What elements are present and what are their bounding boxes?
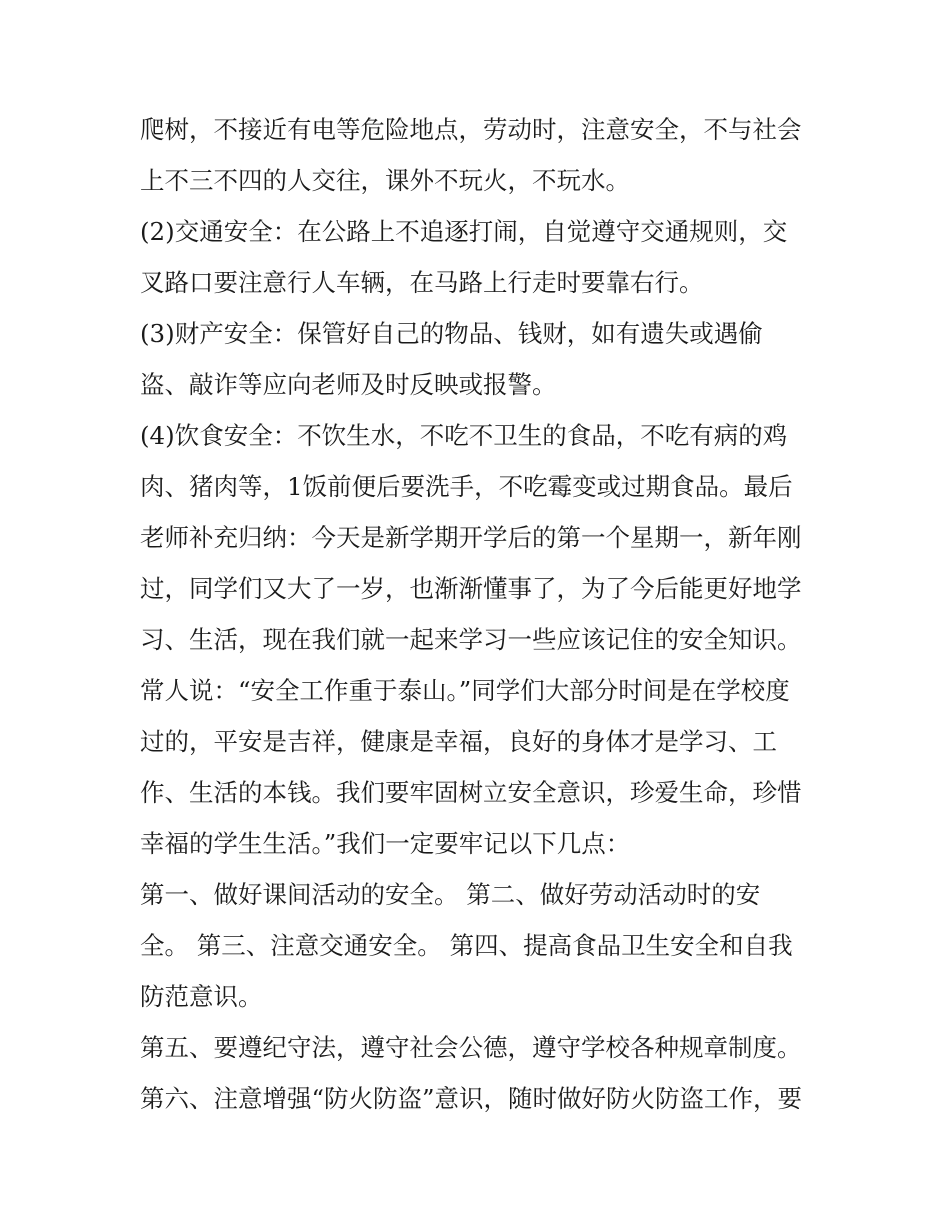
text-line: 过，同学们又大了一岁，也渐渐懂事了，为了今后能更好地学 — [140, 574, 802, 603]
text-line: 第五、要遵纪守法，遵守社会公德，遵守学校各种规章制度。 — [140, 1033, 802, 1062]
text-line: 幸福的学生生活。”我们一定要牢记以下几点： — [140, 829, 631, 858]
text-line: 第一、做好课间活动的安全。 第二、做好劳动活动时的安 — [140, 880, 761, 909]
text-line: (3)财产安全：保管好自己的物品、钱财，如有遗失或遇偷 — [140, 319, 763, 348]
body-text — [140, 104, 820, 1124]
text-line: 上不三不四的人交往，课外不玩火，不玩水。 — [140, 166, 630, 195]
text-line: 肉、猪肉等，1饭前便后要洗手，不吃霉变或过期食品。最后 — [140, 472, 793, 501]
text-line: 防范意识。 — [140, 982, 263, 1011]
text-line: (4)饮食安全：不饮生水，不吃不卫生的食品，不吃有病的鸡 — [140, 421, 788, 450]
text-line: 老师补充归纳：今天是新学期开学后的第一个星期一，新年刚 — [140, 523, 802, 552]
text-line: 习、生活，现在我们就一起来学习一些应该记住的安全知识。 — [140, 625, 802, 654]
text-line: 叉路口要注意行人车辆，在马路上行走时要靠右行。 — [140, 268, 704, 297]
text-line: 过的，平安是吉祥，健康是幸福，良好的身体才是学习、工 — [140, 727, 777, 756]
text-line: 全。 第三、注意交通安全。 第四、提高食品卫生安全和自我 — [140, 931, 793, 960]
text-line: 爬树，不接近有电等危险地点，劳动时，注意安全，不与社会 — [140, 115, 802, 144]
text-line: 盗、敲诈等应向老师及时反映或报警。 — [140, 370, 557, 399]
text-line: 第六、注意增强“防火防盗”意识，随时做好防火防盗工作，要 — [140, 1084, 803, 1113]
text-line: 常人说：“安全工作重于泰山。”同学们大部分时间是在学校度 — [140, 676, 790, 705]
text-line: (2)交通安全：在公路上不追逐打闹，自觉遵守交通规则，交 — [140, 217, 788, 246]
text-line: 作、生活的本钱。我们要牢固树立安全意识，珍爱生命，珍惜 — [140, 778, 802, 807]
